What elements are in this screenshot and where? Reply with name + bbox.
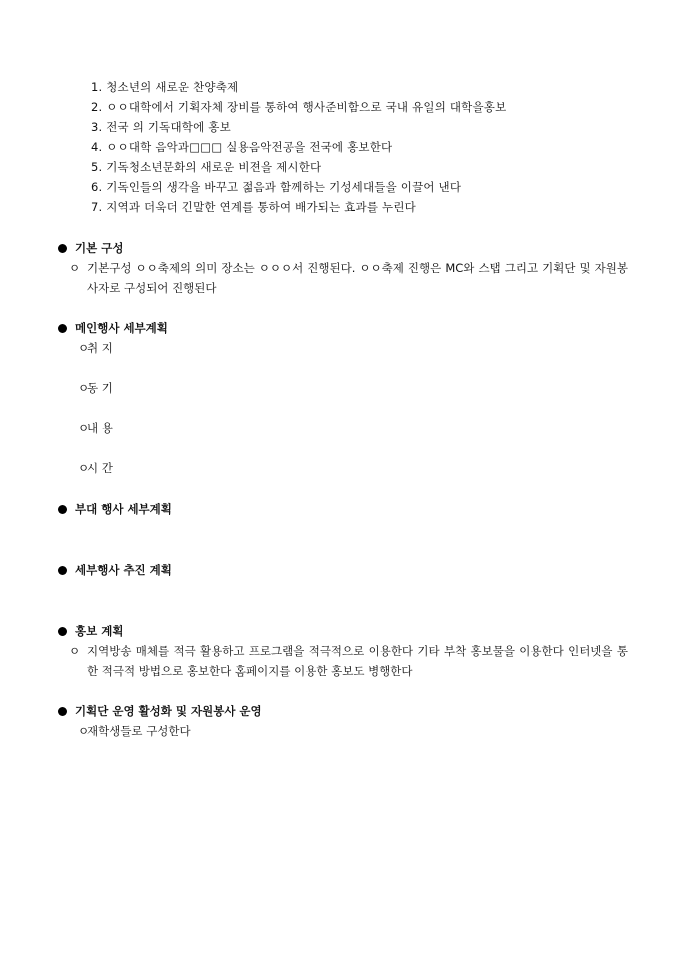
item-label: 시 간: [87, 461, 113, 475]
goal-item: 4. ㅇㅇ대학 음악과□□□ 실용음악전공을 전국에 홍보한다: [91, 140, 393, 154]
section-main-event: [58, 318, 628, 478]
bullet-icon: [58, 324, 67, 333]
section-text: [78, 721, 628, 741]
goal-item: 7. 지역과 더욱더 긴말한 연계를 통하여 배가되는 효과를 누린다: [91, 200, 416, 214]
circle-marker-icon: ㅇ: [69, 644, 81, 658]
goal-item: 2. ㅇㅇ대학에서 기획자체 장비를 통하여 행사준비함으로 국내 유일의 대학을홍보: [91, 100, 507, 114]
section-detail-plan: [58, 560, 628, 580]
bullet-icon: [58, 627, 67, 636]
goal-list: [91, 77, 651, 217]
bullet-icon: [58, 707, 67, 716]
bullet-icon: [58, 505, 67, 514]
goal-item: 6. 기독인들의 생각을 바꾸고 젊음과 함께하는 기성세대들을 이끌어 낸다: [91, 180, 462, 194]
section-text: [69, 258, 628, 298]
goal-item: 1. 청소년의 새로운 찬양축제: [91, 80, 239, 94]
section-heading: [58, 499, 628, 519]
circle-marker-icon: ㅇ: [69, 261, 81, 275]
item-label: 동 기: [87, 381, 113, 395]
section-title: 홍보 계획: [75, 624, 124, 638]
section-basic: [58, 238, 628, 298]
goal-item: 3. 전국 의 기독대학에 홍보: [91, 120, 231, 134]
section-title: 부대 행사 세부계획: [75, 502, 172, 516]
main-item-purpose: [78, 338, 628, 378]
section-text: [69, 641, 628, 681]
section-title: 기획단 운영 활성화 및 자원봉사 운영: [75, 704, 262, 718]
section-heading: [58, 701, 628, 721]
section-title: 기본 구성: [75, 241, 124, 255]
basic-text: 기본구성 ㅇㅇ축제의 의미 장소는 ㅇㅇㅇ서 진행된다. ㅇㅇ축제 진행은 MC와 스탭 그리고 기획단 및 자원봉사자로 구성되어 진행된다: [87, 261, 628, 295]
bullet-icon: [58, 244, 67, 253]
section-sub-event: [58, 499, 628, 519]
ops-text: 재학생들로 구성한다: [87, 724, 191, 738]
goal-item: 5. 기독청소년문화의 새로운 비젼을 제시한다: [91, 160, 322, 174]
promo-text: 지역방송 매체를 적극 활용하고 프로그램을 적극적으로 이용한다 기타 부착 홍보물을 이용한다 인터넷을 통한 적극적 방법으로 홍보한다 홈페이지를 이용한 홍보도 병행한다: [87, 644, 628, 678]
section-heading: [58, 238, 628, 258]
section-promotion: [58, 621, 628, 681]
section-heading: [58, 318, 628, 338]
circle-marker-icon: ㅇ: [78, 461, 90, 475]
circle-marker-icon: ㅇ: [78, 724, 90, 738]
circle-marker-icon: ㅇ: [78, 421, 90, 435]
bullet-icon: [58, 566, 67, 575]
section-operations: [58, 701, 628, 741]
section-title: 세부행사 추진 계획: [75, 563, 172, 577]
circle-marker-icon: ㅇ: [78, 381, 90, 395]
item-label: 취 지: [87, 341, 113, 355]
item-label: 내 용: [87, 421, 113, 435]
circle-marker-icon: ㅇ: [78, 341, 90, 355]
main-item-motive: [78, 378, 628, 418]
section-title: 메인행사 세부계획: [75, 321, 168, 335]
main-item-content: [78, 418, 628, 458]
main-item-time: [78, 458, 628, 478]
section-heading: [58, 560, 628, 580]
section-heading: [58, 621, 628, 641]
